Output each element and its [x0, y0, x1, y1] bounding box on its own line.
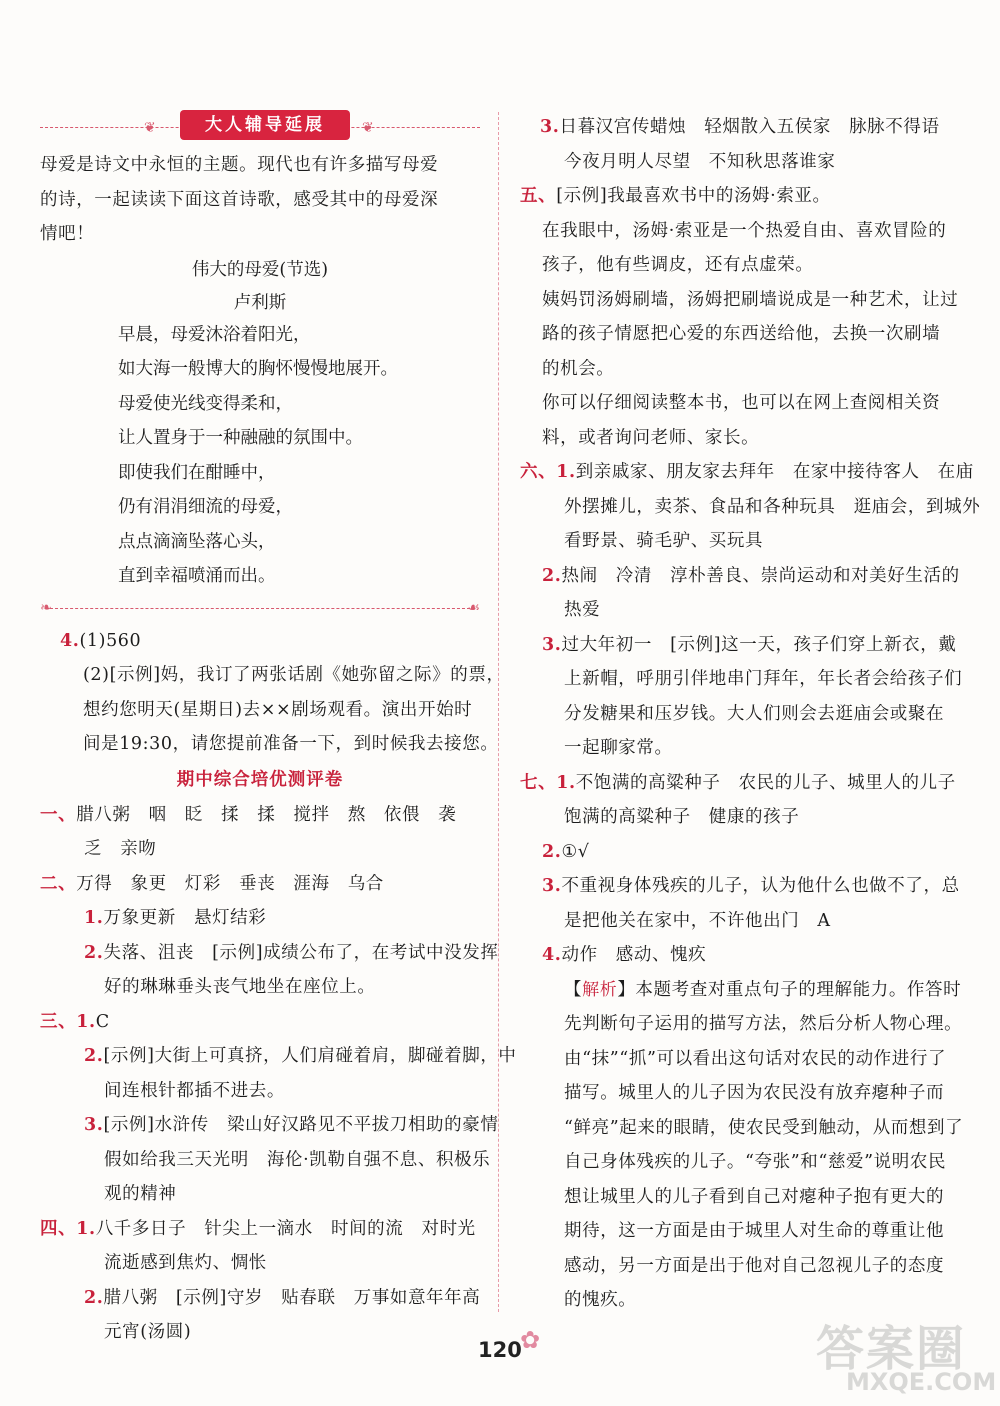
section-6-q1: 六、1.到亲戚家、朋友家去拜年 在家中接待客人 在庙	[520, 462, 974, 482]
extension-box-header	[40, 110, 480, 144]
section-6-q1-cont: 看野景、骑毛驴、买玩具	[564, 531, 764, 551]
section-4-q2: 2.腊八粥 [示例]守岁 贴春联 万事如意年年高	[84, 1287, 481, 1308]
section-2: 二、万得 象更 灯彩 垂丧 涯海 乌合	[40, 873, 384, 894]
watermark-url: MXQE.COM	[846, 1368, 997, 1396]
watermark-logo	[816, 1310, 997, 1402]
section-7-q4: 4.动作 感动、愧疚	[542, 945, 707, 965]
analysis-line: 的愧疚。	[564, 1290, 637, 1310]
intro-line: 的诗，一起读读下面这首诗歌，感受其中的母爱深	[40, 189, 439, 210]
section-3-q1: 三、1.C	[40, 1011, 110, 1032]
answer-q4-1: 4.(1)560	[60, 630, 142, 651]
poem-line: 即使我们在酣睡中，	[118, 462, 276, 483]
section-2-q2-cont: 好的琳琳垂头丧气地坐在座位上。	[104, 977, 376, 997]
section-6-q1-cont: 外摆摊儿，卖茶、食品和各种玩具 逛庙会，到城外	[564, 496, 981, 517]
watermark-text: 答案圈	[816, 1321, 967, 1377]
section-7-q1-cont: 饱满的高粱种子 健康的孩子	[564, 807, 800, 827]
answer-q3: 3.日暮汉宫传蜡烛 轻烟散入五侯家 脉脉不得语	[540, 117, 940, 137]
answer-q3-cont: 今夜月明人尽望 不知秋思落谁家	[564, 151, 836, 172]
section-1-cont: 乏 亲吻	[84, 839, 157, 859]
poem-line: 仍有涓涓细流的母爱，	[118, 497, 293, 517]
left-curl-icon: ❧	[40, 599, 52, 616]
section-3-q3-cont: 假如给我三天光明 海伦·凯勒自强不息、积极乐	[104, 1149, 491, 1170]
section-1: 一、腊八粥 咽 眨 揉 揉 搅拌 熬 依偎 袭	[40, 804, 457, 825]
section-5-line: 孩子，他有些调皮，还有点虚荣。	[542, 255, 814, 275]
right-column	[520, 110, 981, 1318]
analysis-tag: 解析	[582, 979, 618, 1000]
section-2-q2: 2.失落、沮丧 [示例]成绩公布了，在考试中没发挥	[84, 942, 499, 963]
section-7-q2: 2.①√	[542, 841, 590, 862]
left-ornament-icon: ❦	[144, 120, 156, 136]
intro-line: 情吧！	[40, 224, 95, 244]
extension-box-footer	[40, 600, 480, 620]
section-5-line: 的机会。	[542, 358, 615, 379]
poem-line: 直到幸福喷涌而出。	[118, 566, 276, 586]
box-intro	[40, 148, 480, 252]
analysis: 【解析】本题考查对重点句子的理解能力。作答时	[564, 979, 962, 1000]
section-3-q2-cont: 间连根针都插不进去。	[104, 1080, 285, 1101]
poem-line: 让人置身于一种融融的氛围中。	[118, 428, 363, 448]
section-4-q1: 四、1.八千多日子 针尖上一滴水 时间的流 对时光	[40, 1218, 476, 1239]
page-number: 120	[478, 1338, 522, 1362]
section-3-q2: 2.[示例]大街上可真挤，人们肩碰着肩，脚碰着脚，中	[84, 1046, 517, 1066]
section-4-q1-cont: 流逝感到焦灼、惆怅	[104, 1253, 267, 1273]
section-2-q1: 1.万象更新 悬灯结彩	[84, 908, 267, 928]
analysis-line: 先判断句子运用的描写方法，然后分析人物心理。	[564, 1014, 963, 1034]
poem-line: 早晨，母爱沐浴着阳光，	[118, 324, 311, 345]
right-ornament-icon: ❦	[362, 120, 374, 136]
exam-title: 期中综合培优测评卷	[176, 769, 344, 790]
section-7-q3-cont: 是把他关在家中，不许他出门 A	[564, 910, 831, 931]
analysis-line: 自己身体残疾的儿子。“夸张”和“慈爱”说明农民	[564, 1152, 947, 1172]
analysis-line: 想让城里人的儿子看到自己对瘪种子抱有更大的	[564, 1186, 945, 1207]
section-5: 五、[示例]我最喜欢书中的汤姆·索亚。	[520, 186, 831, 206]
answer-q4-2: (2)[示例]妈，我订了两张话剧《她弥留之际》的票， 想约您明天(星期日)去××剧场观看。演出开始时 间是19:30，请您提前准备一下，到时候我去接您。	[83, 665, 505, 754]
section-6-q3-cont: 一起聊家常。	[564, 738, 673, 758]
section-7-q1: 七、1.不饱满的高粱种子 农民的儿子、城里人的儿子	[520, 772, 956, 793]
footer-rule	[50, 608, 470, 609]
analysis-line: 描写。城里人的儿子因为农民没有放弃瘪种子而	[564, 1083, 945, 1103]
poem-line: 如大海一般博大的胸怀慢慢地展开。	[118, 359, 398, 379]
section-5-line: 姨妈罚汤姆刷墙，汤姆把刷墙说成是一种艺术，让过	[542, 289, 959, 310]
page-flower-icon: ✿	[520, 1326, 541, 1354]
section-3-q3: 3.[示例]水浒传 梁山好汉路见不平拔刀相助的豪情	[84, 1115, 499, 1135]
section-5-line: 在我眼中，汤姆·索亚是一个热爱自由、喜欢冒险的	[542, 220, 947, 241]
poem-author: 卢利斯	[233, 292, 287, 313]
section-5-line: 料，或者询问老师、家长。	[542, 427, 760, 448]
analysis-line: 感动，另一方面是出于他对自己忽视儿子的态度	[564, 1255, 945, 1276]
right-curl-icon: ☙	[467, 599, 480, 616]
poem-body	[40, 318, 480, 594]
extension-box-title: 大人辅导延展	[180, 110, 350, 140]
left-column	[40, 110, 517, 1350]
section-6-q3-cont: 上新帽，呼朋引伴地串门拜年，年长者会给孩子们	[564, 669, 963, 689]
section-6-q2: 2.热闹 冷清 淳朴善良、崇尚运动和对美好生活的	[542, 565, 960, 586]
analysis-line: “鲜亮”起来的眼睛，使农民受到触动，从而想到了	[564, 1117, 964, 1138]
analysis-line: 由“抹”“抓”可以看出这句话对农民的动作进行了	[564, 1048, 947, 1069]
section-6-q3: 3.过大年初一 [示例]这一天，孩子们穿上新衣，戴	[542, 634, 957, 655]
section-3-q3-cont: 观的精神	[104, 1184, 177, 1204]
section-6-q3-cont: 分发糖果和压岁钱。大人们则会去逛庙会或聚在	[564, 703, 945, 724]
poem-line: 母爱使光线变得柔和，	[118, 393, 293, 414]
section-7-q3: 3.不重视身体残疾的儿子，认为他什么也做不了，总	[542, 876, 960, 896]
analysis-line: 期待，这一方面是由于城里人对生命的尊重让他	[564, 1221, 945, 1241]
section-4-q2-cont: 元宵(汤圆)	[104, 1322, 192, 1342]
poem-line: 点点滴滴坠落心头，	[118, 531, 276, 552]
poem-title: 伟大的母爱(节选)	[191, 259, 329, 280]
section-6-q2-cont: 热爱	[564, 600, 601, 620]
section-5-line: 路的孩子情愿把心爱的东西送给他，去换一次刷墙	[542, 324, 941, 344]
section-5-line: 你可以仔细阅读整本书，也可以在网上查阅相关资	[542, 393, 941, 413]
intro-line: 母爱是诗文中永恒的主题。现代也有许多描写母爱	[40, 155, 439, 175]
